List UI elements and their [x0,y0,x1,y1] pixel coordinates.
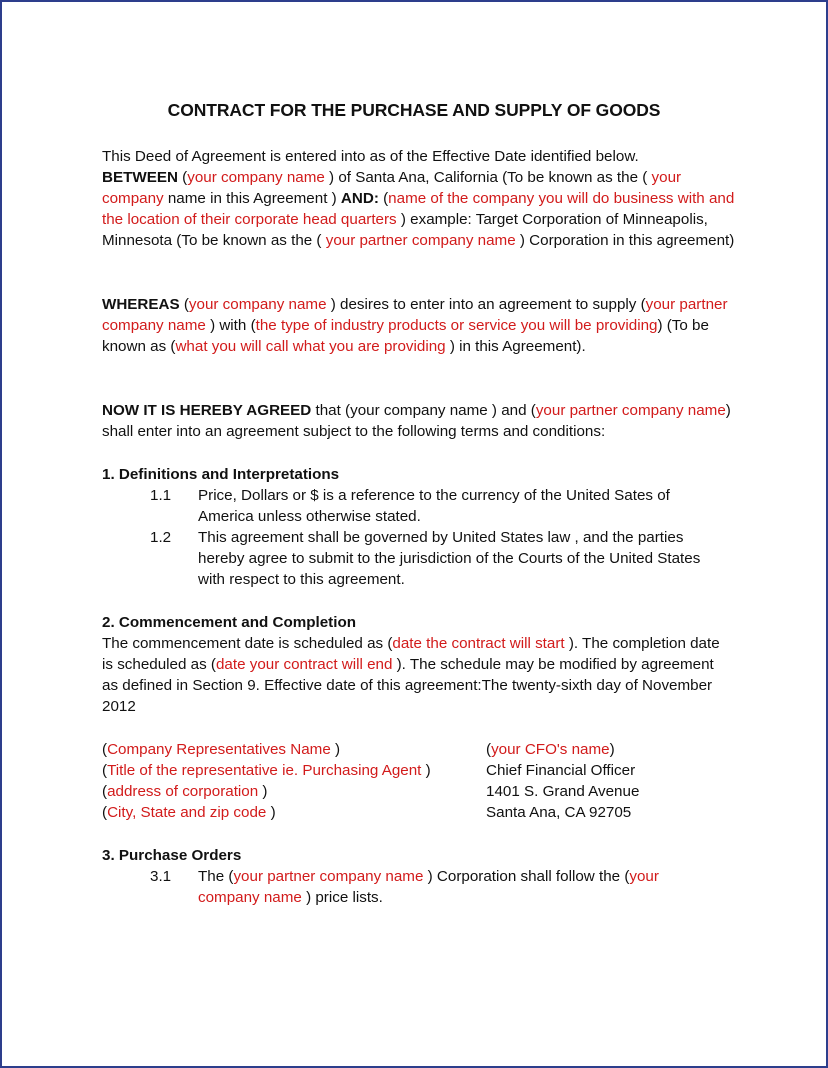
whereas-text: ) desires to enter into an agreement to supply ( [326,296,646,313]
clause-3-1-text [198,866,698,908]
placeholder-industry-products: the type of industry products or service you will be providing [255,317,658,334]
intro-paragraph [102,146,742,251]
paren: ( [102,804,108,821]
whereas-paragraph [102,294,742,357]
placeholder-what-you-provide: what you will call what you are providing [175,338,446,355]
placeholder-address: address of corporation [107,783,259,800]
commencement-text: ). The completion date is scheduled as ( [102,635,720,673]
paren: ( [102,741,108,758]
clause-text: The ( [198,868,234,885]
placeholder-company-name: your company name [188,296,327,313]
and-label: AND: [340,190,379,207]
paren: ( [102,783,108,800]
placeholder-partner-company-name: your partner company name [102,296,728,334]
placeholder-company-name: your company name [187,169,325,186]
clause-1-1-text: Price, Dollars or $ is a reference to the currency of the United Sates of America unless otherwise stated. [198,487,670,525]
agreement-paragraph [102,400,742,442]
section-2-heading: 2. Commencement and Completion [102,614,357,631]
placeholder-cfo-name: your CFO's name [491,741,610,758]
document-title: CONTRACT FOR THE PURCHASE AND SUPPLY OF GOODS [167,100,661,120]
placeholder-start-date: date the contract will start [392,635,565,652]
whereas-text: ) with ( [205,317,256,334]
placeholder-city-state-zip: City, State and zip code [107,804,267,821]
whereas-text: ( [179,296,189,313]
placeholder-company-name: your company name [198,868,659,906]
placeholder-your-company: your company [102,169,682,207]
section-1-heading: 1. Definitions and Interpretations [102,466,340,483]
paren: ) [609,741,615,758]
placeholder-partner-company-name: your partner company name [325,232,516,249]
cfo-city: Santa Ana, CA 92705 [486,804,632,821]
commencement-paragraph [102,633,722,717]
signatory-address [102,781,267,802]
intro-text: ( [378,190,389,207]
intro-text: ( [177,169,188,186]
paren: ) [258,783,268,800]
signatory-city [102,802,276,823]
intro-text: ) example: Target Corporation of Minneapolis, Minnesota (To be known as the ( [102,211,708,249]
whereas-text: ) (To be known as ( [102,317,709,355]
signatory-title [102,760,431,781]
clause-number: 1.2 [150,529,172,546]
between-label: BETWEEN [102,169,178,186]
placeholder-representative-title: Title of the representative ie. Purchasing Agent [107,762,422,779]
paren: ( [486,741,492,758]
intro-line-1: This Deed of Agreement is entered into as of the Effective Date identified below. [102,148,639,165]
clause-text: ) Corporation shall follow the ( [423,868,630,885]
paren: ) [330,741,341,758]
agreed-label: NOW IT IS HEREBY AGREED [102,402,312,419]
placeholder-end-date: date your contract will end [215,656,393,673]
paren: ) [266,804,276,821]
intro-text: ) Corporation in this agreement) [515,232,735,249]
whereas-text: ) in this Agreement). [445,338,586,355]
cfo-title: Chief Financial Officer [486,762,636,779]
section-3-heading: 3. Purchase Orders [102,847,242,864]
paren: ) [421,762,431,779]
clause-number: 3.1 [150,868,172,885]
clause-text: ) price lists. [301,889,383,906]
signatory-name [102,739,340,760]
commencement-text: The commencement date is scheduled as ( [102,635,393,652]
clause-number: 1.1 [150,487,172,504]
cfo-address: 1401 S. Grand Avenue [486,783,640,800]
whereas-label: WHEREAS [102,296,180,313]
cfo-name [486,739,615,760]
clause-1-2-text: This agreement shall be governed by United States law , and the parties hereby agree to submit to the jurisdiction of the Courts of the United States with respect to this agreement. [198,529,701,588]
intro-text: ) of Santa Ana, California (To be known as the ( [324,169,652,186]
placeholder-representative-name: Company Representatives Name [107,741,331,758]
placeholder-partner-company-name: your partner company name [535,402,726,419]
placeholder-partner-company-location: name of the company you will do business with and the location of their corporate head quarters [102,190,735,228]
intro-text: name in this Agreement ) [163,190,341,207]
agreement-text: that (your company name ) and ( [311,402,536,419]
paren: ( [102,762,108,779]
agreement-text: ) shall enter into an agreement subject to the following terms and conditions: [102,402,731,440]
placeholder-partner-company-name: your partner company name [233,868,424,885]
commencement-text: ). The schedule may be modified by agreement as defined in Section 9. Effective date of this agreement:The twenty-sixth day of November 2012 [102,656,714,715]
